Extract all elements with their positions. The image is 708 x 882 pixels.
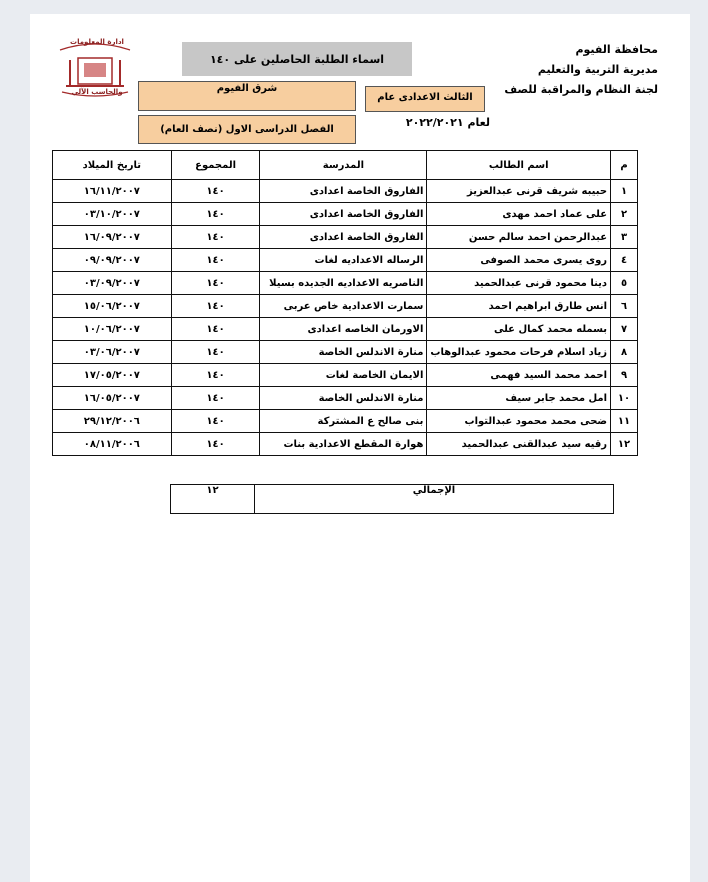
school-name: بنى صالح ع المشتركة — [260, 410, 427, 433]
row-index: ٨ — [611, 341, 638, 364]
birth-date: ٠٩/٠٩/٢٠٠٧ — [53, 249, 172, 272]
total-score: ١٤٠ — [171, 203, 260, 226]
row-index: ١٠ — [611, 387, 638, 410]
birth-date: ٠٣/٠٦/٢٠٠٧ — [53, 341, 172, 364]
table-row — [53, 295, 638, 318]
summary-label: الإجمالي — [254, 485, 613, 513]
col-birth-header: تاريخ الميلاد — [53, 151, 172, 180]
student-name: احمد محمد السيد فهمى — [427, 364, 611, 387]
total-score: ١٤٠ — [171, 410, 260, 433]
table-row — [53, 203, 638, 226]
student-name: على عماد احمد مهدى — [427, 203, 611, 226]
total-score: ١٤٠ — [171, 249, 260, 272]
grade-box: الثالث الاعدادى عام — [365, 86, 485, 112]
year-label: لعام — [467, 116, 490, 129]
row-index: ١ — [611, 180, 638, 203]
table-row — [53, 341, 638, 364]
birth-date: ٠٣/١٠/٢٠٠٧ — [53, 203, 172, 226]
total-score: ١٤٠ — [171, 364, 260, 387]
table-row — [53, 387, 638, 410]
school-name: الناصريه الاعداديه الجديده بسيلا — [260, 272, 427, 295]
table-row — [53, 180, 638, 203]
document-page — [30, 14, 690, 882]
student-name: روى يسرى محمد الصوفى — [427, 249, 611, 272]
school-name: منارة الاندلس الخاصة — [260, 341, 427, 364]
summary-count: ١٢ — [206, 485, 219, 496]
birth-date: ٠٣/٠٩/٢٠٠٧ — [53, 272, 172, 295]
table-row — [53, 249, 638, 272]
school-name: الفاروق الخاصة اعدادى — [260, 226, 427, 249]
total-score: ١٤٠ — [171, 433, 260, 456]
total-score: ١٤٠ — [171, 226, 260, 249]
row-index: ٦ — [611, 295, 638, 318]
school-name: الفاروق الخاصة اعدادى — [260, 180, 427, 203]
district-label: شرق الفيوم — [216, 83, 278, 94]
student-name: انس طارق ابراهيم احمد — [427, 295, 611, 318]
total-score: ١٤٠ — [171, 341, 260, 364]
row-index: ١٢ — [611, 433, 638, 456]
col-school-header: المدرسة — [260, 151, 427, 180]
school-name: منارة الاندلس الخاصة — [260, 387, 427, 410]
document-title: اسماء الطلبة الحاصلين على ١٤٠ — [182, 42, 412, 76]
total-score: ١٤٠ — [171, 387, 260, 410]
student-name: ضحى محمد محمود عبدالتواب — [427, 410, 611, 433]
row-index: ٩ — [611, 364, 638, 387]
committee-name: لجنة النظام والمراقبة للصف — [504, 83, 658, 96]
table-row — [53, 410, 638, 433]
school-name: الفاروق الخاصة اعدادى — [260, 203, 427, 226]
birth-date: ١٦/١١/٢٠٠٧ — [53, 180, 172, 203]
table-row — [53, 272, 638, 295]
governorate-name: محافظة الفيوم — [575, 43, 658, 56]
row-index: ٤ — [611, 249, 638, 272]
school-name: الايمان الخاصة لغات — [260, 364, 427, 387]
student-name: دينا محمود قرنى عبدالحميد — [427, 272, 611, 295]
total-score: ١٤٠ — [171, 318, 260, 341]
row-index: ٧ — [611, 318, 638, 341]
district-box — [138, 81, 356, 111]
summary-row — [170, 484, 614, 514]
row-index: ٥ — [611, 272, 638, 295]
table-row — [53, 364, 638, 387]
student-name: زياد اسلام فرحات محمود عبدالوهاب — [427, 341, 611, 364]
school-name: هوارة المقطع الاعدادية بنات — [260, 433, 427, 456]
student-name: عبدالرحمن احمد سالم حسن — [427, 226, 611, 249]
row-index: ٢ — [611, 203, 638, 226]
birth-date: ١٠/٠٦/٢٠٠٧ — [53, 318, 172, 341]
school-name: الرساله الاعداديه لغات — [260, 249, 427, 272]
total-score: ١٤٠ — [171, 295, 260, 318]
academic-year — [390, 116, 490, 129]
total-score: ١٤٠ — [171, 180, 260, 203]
birth-date: ١٧/٠٥/٢٠٠٧ — [53, 364, 172, 387]
student-name: امل محمد جابر سيف — [427, 387, 611, 410]
row-index: ٣ — [611, 226, 638, 249]
table-row — [53, 226, 638, 249]
col-total-header: المجموع — [171, 151, 260, 180]
birth-date: ١٦/٠٩/٢٠٠٧ — [53, 226, 172, 249]
table-header-row — [53, 151, 638, 180]
col-name-header: اسم الطالب — [427, 151, 611, 180]
student-name: بسمله محمد كمال على — [427, 318, 611, 341]
student-name: رقيه سيد عبدالقنى عبدالحميد — [427, 433, 611, 456]
logo-text-bottom: والحاسب الآلي — [71, 88, 123, 96]
table-row — [53, 318, 638, 341]
year-value: ٢٠٢٢/٢٠٢١ — [405, 116, 464, 129]
birth-date: ١٦/٠٥/٢٠٠٧ — [53, 387, 172, 410]
birth-date: ٠٨/١١/٢٠٠٦ — [53, 433, 172, 456]
school-name: سمارت الاعدادية خاص عربى — [260, 295, 427, 318]
table-row — [53, 433, 638, 456]
total-score: ١٤٠ — [171, 272, 260, 295]
term-box: الفصل الدراسى الاول (نصف العام) — [138, 115, 356, 144]
logo-text-top: ادارة المعلومات — [70, 38, 124, 46]
school-name: الاورمان الخاصه اعدادى — [260, 318, 427, 341]
directorate-name: مديرية التربية والتعليم — [537, 63, 658, 76]
students-table — [52, 150, 638, 456]
student-name: حبيبه شريف قرنى عبدالعزيز — [427, 180, 611, 203]
col-index-header: م — [611, 151, 638, 180]
row-index: ١١ — [611, 410, 638, 433]
governorate-block — [498, 40, 658, 100]
birth-date: ٢٩/١٢/٢٠٠٦ — [53, 410, 172, 433]
information-center-logo — [52, 36, 138, 100]
birth-date: ١٥/٠٦/٢٠٠٧ — [53, 295, 172, 318]
